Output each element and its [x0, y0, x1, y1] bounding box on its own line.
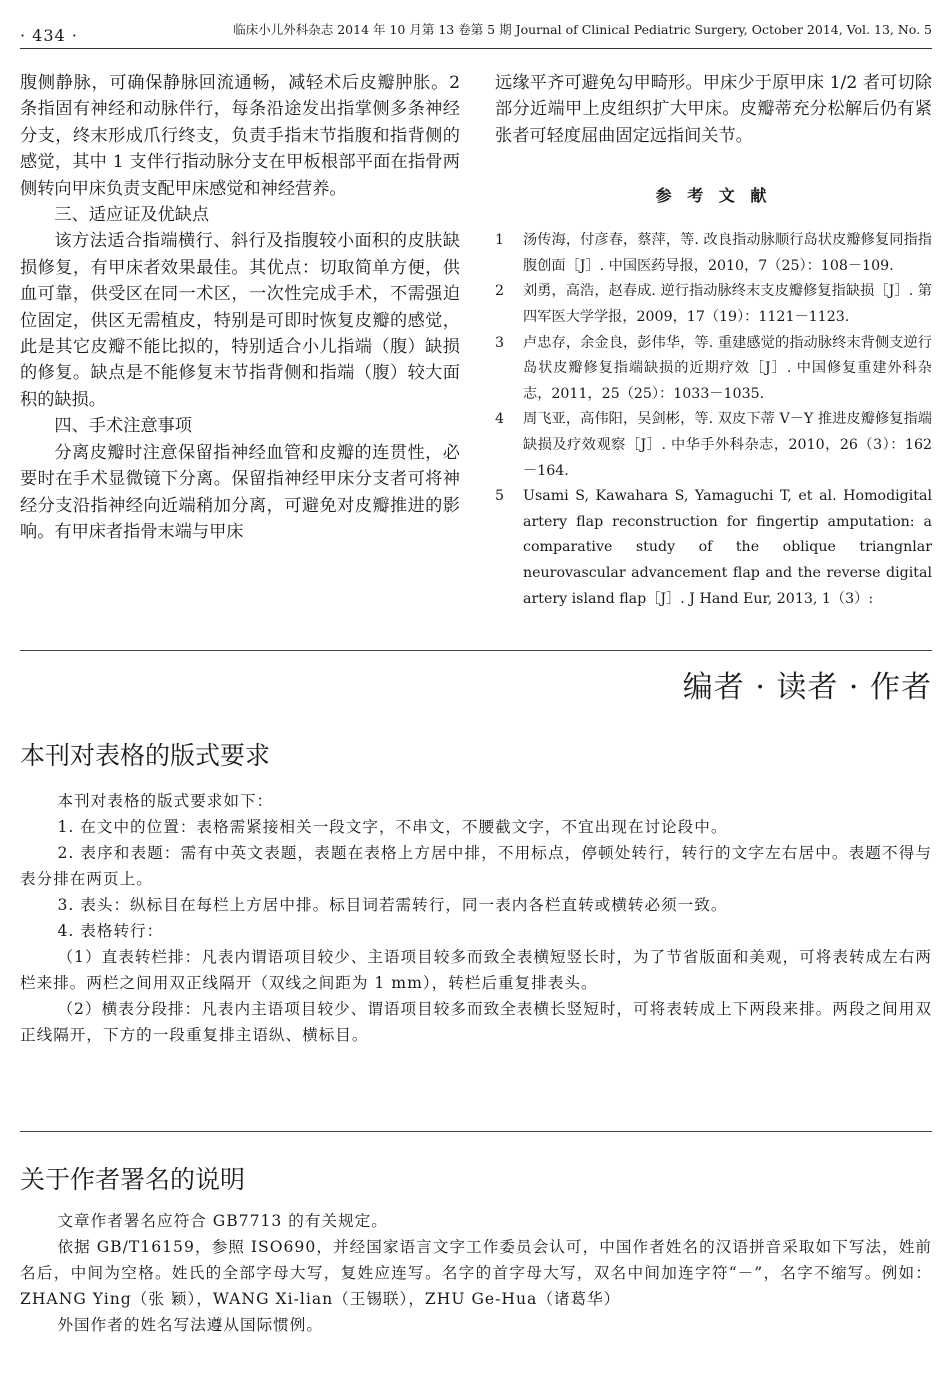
page-header — [20, 16, 932, 46]
section-heading: 四、手术注意事项 — [54, 416, 192, 437]
paragraph: 1. 在文中的位置：表格需紧接相关一段文字，不串文，不腰截文字，不宜出现在讨论段中。 — [57, 818, 728, 836]
left-column — [20, 70, 460, 545]
paragraph: 远缘平齐可避免勾甲畸形。甲床少于原甲床 1/2 者可切除部分近端甲上皮组织扩大甲床。皮瓣蒂充分松解后仍有紧张者可轻度屈曲固定远指间关节。 — [495, 73, 932, 146]
paragraph: 文章作者署名应符合 GB7713 的有关规定。 — [57, 1212, 388, 1230]
paragraph: 4. 表格转行： — [57, 922, 164, 940]
header-rule — [20, 48, 932, 49]
paragraph: 2. 表序和表题：需有中英文表题，表题在表格上方居中排，不用标点，停顿处转行，转行的文字左右居中。表题不得与表分排在两页上。 — [20, 844, 932, 888]
section-heading: 三、适应证及优缺点 — [54, 205, 210, 226]
reference-text: 汤传海，付彦春，蔡萍，等. 改良指动脉顺行岛状皮瓣修复同指指腹创面［J］. 中国医药导报，2010，7（25）：108－109. — [523, 232, 932, 274]
paragraph: 依据 GB/T16159，参照 ISO690，并经国家语言文字工作委员会认可，中国作者姓名的汉语拼音采取如下写法，姓前名后，中间为空格。姓氏的全部字母大写，复姓应连写。名字的首字母大写，双名中间加连字符“－”，名字不缩写。例如：ZHANG Ying（张 颖），WANG Xi-lian（王锡联），ZHU Ge-Hua（诸葛华） — [20, 1238, 932, 1308]
paragraph: 该方法适合指端横行、斜行及指腹较小面积的皮肤缺损修复，有甲床者效果最佳。其优点：切取简单方便，供血可靠，供受区在同一术区，一次性完成手术，不需强迫位固定，供区无需植皮，特别是可即时恢复皮瓣的感觉，此是其它皮瓣不能比拟的，特别适合小儿指端（腹）缺损的修复。缺点是不能修复末节指背侧和指端（腹）较大面积的缺损。 — [20, 231, 460, 410]
reference-item — [495, 331, 932, 408]
paragraph: 腹侧静脉，可确保静脉回流通畅，减轻术后皮瓣肿胀。2 条指固有神经和动脉伴行，每条沿途发出指掌侧多条神经分支，终末形成爪行终支，负责手指末节指腹和指背侧的感觉，其中 1 支伴行指动脉分支在甲板根部平面在指骨两侧转向甲床负责支配甲床感觉和神经营养。 — [20, 73, 460, 199]
running-title: 临床小儿外科杂志 2014 年 10 月第 13 卷第 5 期 Journal of Clinical Pediatric Surgery, October 2014, Vol. 13, No. 5 — [233, 22, 932, 37]
section-divider — [20, 1131, 932, 1132]
reference-item — [495, 228, 932, 279]
reference-number: 1 — [495, 232, 505, 249]
reference-text: 卢忠存，余金良，彭伟华，等. 重建感觉的指动脉终末背侧支逆行岛状皮瓣修复指端缺损的近期疗效［J］. 中国修复重建外科杂志，2011，25（25）：1033－1035. — [523, 334, 932, 402]
paragraph: （2）横表分段排：凡表内主语项目较少、谓语项目较多而致全表横长竖短时，可将表转成上下两段来排。两段之间用双正线隔开，下方的一段重复排主语纵、横标目。 — [20, 1000, 932, 1044]
reference-list — [495, 228, 932, 612]
page-number: · 434 · — [20, 26, 78, 45]
reference-number: 4 — [495, 411, 505, 428]
reference-text: Usami S, Kawahara S, Yamaguchi T, et al. Homodigital artery flap reconstruction for fingertip amputation: a comparative study of the oblique triangnlar neurovascular advancement flap and the reverse digital artery island flap［J］. J Hand Eur, 2013, 1（3）: — [523, 488, 932, 607]
paragraph: （1）直表转栏排：凡表内谓语项目较少、主语项目较多而致全表横短竖长时，为了节省版面和美观，可将表转成左右两栏来排。两栏之间用双正线隔开（双线之间距为 1 mm），转栏后重复排表头。 — [20, 948, 932, 992]
reference-number: 3 — [495, 334, 505, 351]
reference-text: 周飞亚，高伟阳，吴剑彬，等. 双皮下蒂 V－Y 推进皮瓣修复指端缺损及疗效观察［J］. 中华手外科杂志，2010，26（3）：162－164. — [523, 411, 932, 479]
reference-item — [495, 484, 932, 612]
author-notice-title: 关于作者署名的说明 — [20, 1165, 246, 1194]
section-divider — [20, 650, 932, 651]
author-notice-body — [20, 1208, 932, 1338]
reference-item — [495, 407, 932, 484]
reference-number: 5 — [495, 488, 505, 505]
reference-number: 2 — [495, 283, 505, 300]
references-title: 参 考 文 献 — [655, 186, 772, 206]
paragraph: 外国作者的姓名写法遵从国际惯例。 — [57, 1316, 323, 1334]
paragraph: 3. 表头：纵标目在每栏上方居中排。标目词若需转行，同一表内各栏直转或横转必须一致。 — [57, 896, 728, 914]
column-banner: 编者 · 读者 · 作者 — [682, 670, 932, 705]
reference-item — [495, 279, 932, 330]
table-notice-body — [20, 788, 932, 1048]
right-column — [495, 70, 932, 612]
paragraph: 本刊对表格的版式要求如下： — [57, 792, 274, 810]
paragraph: 分离皮瓣时注意保留指神经血管和皮瓣的连贯性，必要时在手术显微镜下分离。保留指神经甲床分支者可将神经分支沿指神经向近端稍加分离，可避免对皮瓣推进的影响。有甲床者指骨末端与甲床 — [20, 442, 460, 542]
reference-text: 刘勇，高浩，赵春成. 逆行指动脉终末支皮瓣修复指缺损［J］. 第四军医大学学报，2009，17（19）：1121－1123. — [523, 283, 932, 325]
table-notice-title: 本刊对表格的版式要求 — [20, 741, 271, 770]
